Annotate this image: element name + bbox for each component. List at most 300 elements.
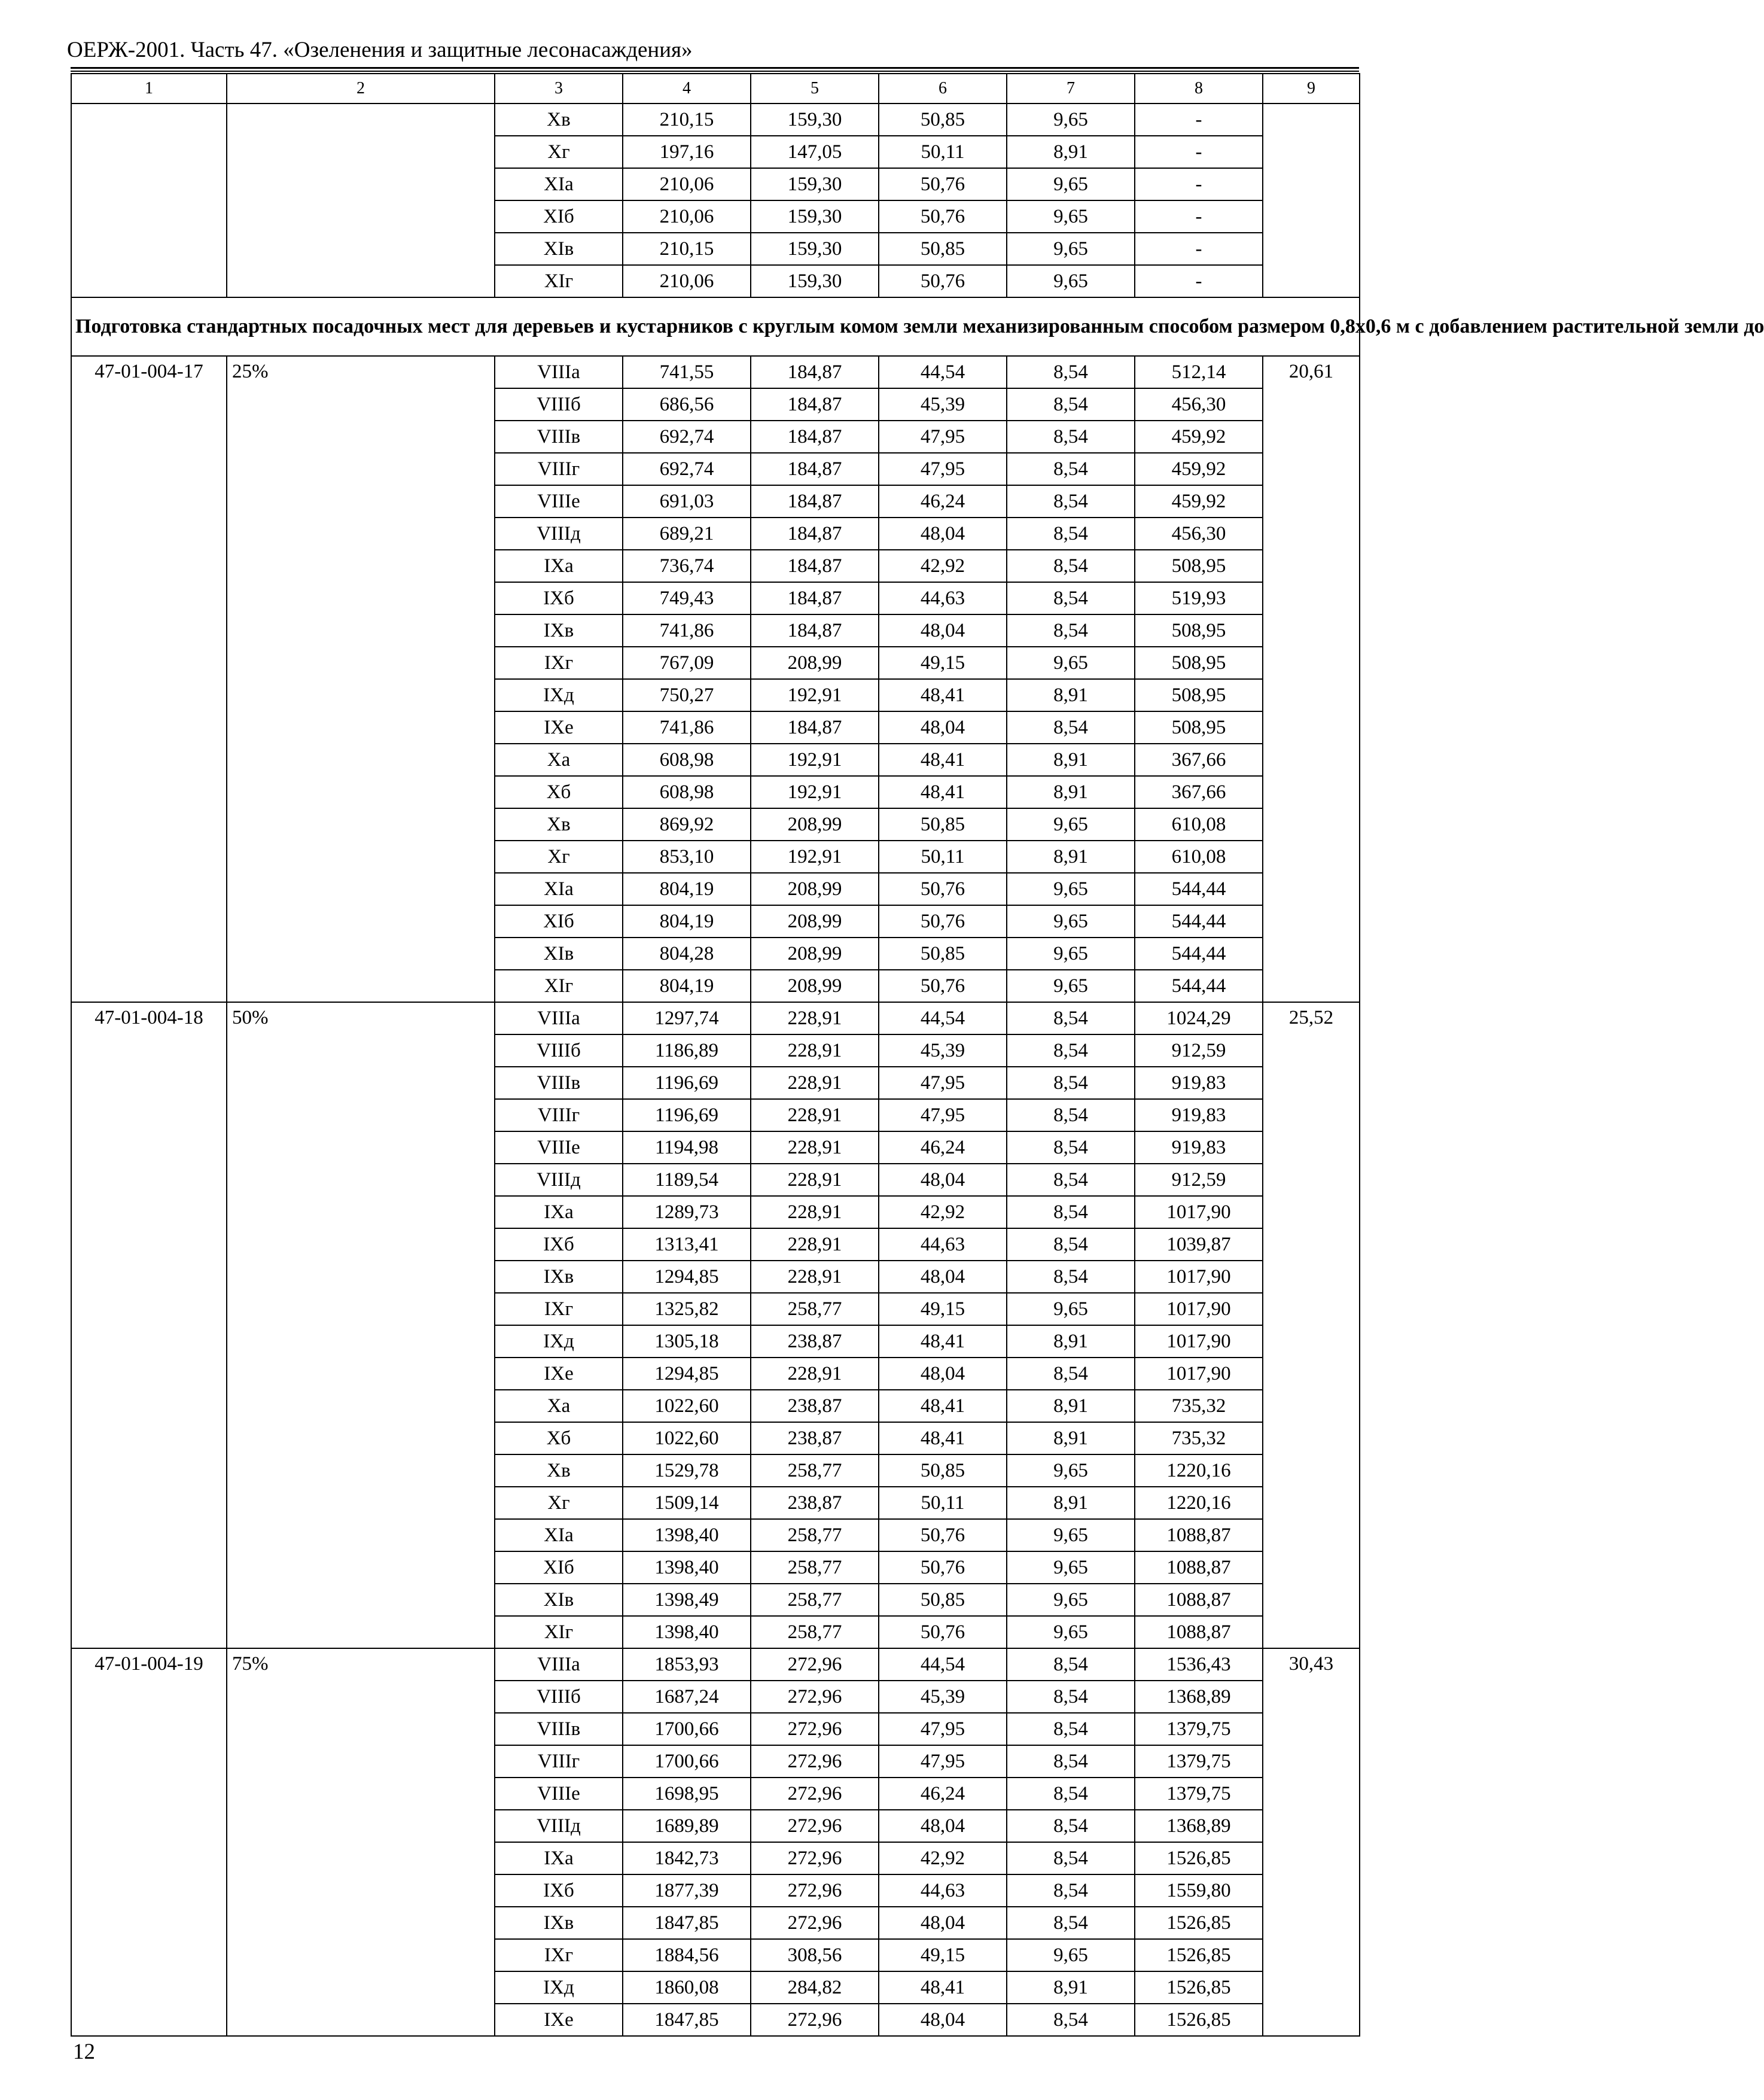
code-cell-empty (71, 104, 227, 297)
cell-col5: 184,87 (751, 388, 879, 421)
cell-col5: 159,30 (751, 104, 879, 136)
cell-col5: 192,91 (751, 776, 879, 808)
cell-col6: 48,41 (879, 744, 1007, 776)
cell-col5: 228,91 (751, 1261, 879, 1293)
header-rule-bottom (71, 71, 1359, 72)
cell-col7: 8,54 (1007, 1002, 1135, 1034)
cell-region: VIIIб (495, 1681, 623, 1713)
rate-total: 30,43 (1263, 1648, 1360, 2036)
cell-col5: 228,91 (751, 1228, 879, 1261)
cell-col7: 8,54 (1007, 1034, 1135, 1067)
cell-col7: 8,54 (1007, 711, 1135, 744)
cell-col4: 210,06 (623, 265, 751, 297)
cell-region: VIIIд (495, 1810, 623, 1842)
cell-region: ХIа (495, 873, 623, 905)
rate-code: 47-01-004-19 (71, 1648, 227, 2036)
cell-col5: 272,96 (751, 2004, 879, 2036)
cell-region: IХв (495, 1261, 623, 1293)
cell-col5: 228,91 (751, 1164, 879, 1196)
table-row (71, 356, 1360, 388)
cell-region: VIIIа (495, 1002, 623, 1034)
cell-col8: 1526,85 (1135, 1842, 1263, 1874)
cell-col7: 8,54 (1007, 1358, 1135, 1390)
rate-code: 47-01-004-17 (71, 356, 227, 1002)
page-number: 12 (73, 2040, 95, 2064)
cell-col8: 456,30 (1135, 388, 1263, 421)
cell-col6: 42,92 (879, 550, 1007, 582)
cell-col6: 48,41 (879, 1422, 1007, 1454)
section-heading-row (71, 297, 1360, 356)
cell-col8: 456,30 (1135, 518, 1263, 550)
cell-region: VIIIв (495, 421, 623, 453)
cell-col7: 8,91 (1007, 1325, 1135, 1358)
cell-col7: 8,54 (1007, 1745, 1135, 1778)
cell-col5: 258,77 (751, 1293, 879, 1325)
cell-col7: 8,91 (1007, 776, 1135, 808)
cell-col4: 1196,69 (623, 1099, 751, 1131)
cell-col4: 750,27 (623, 679, 751, 711)
cell-col4: 1860,08 (623, 1971, 751, 2004)
cell-col4: 1698,95 (623, 1778, 751, 1810)
cell-col5: 238,87 (751, 1487, 879, 1519)
cell-col4: 1194,98 (623, 1131, 751, 1164)
cell-col5: 258,77 (751, 1551, 879, 1584)
cell-col8: 1017,90 (1135, 1196, 1263, 1228)
cell-col7: 8,54 (1007, 388, 1135, 421)
cell-col6: 50,76 (879, 265, 1007, 297)
cell-col5: 228,91 (751, 1196, 879, 1228)
cell-region: IХб (495, 582, 623, 614)
cell-col7: 8,54 (1007, 1131, 1135, 1164)
cell-region: VIIIб (495, 388, 623, 421)
cell-col6: 44,54 (879, 356, 1007, 388)
cell-col7: 8,54 (1007, 485, 1135, 518)
cell-region: VIIIе (495, 485, 623, 518)
cell-col6: 50,85 (879, 233, 1007, 265)
cell-col5: 272,96 (751, 1681, 879, 1713)
cell-col8: 519,93 (1135, 582, 1263, 614)
cell-col7: 8,54 (1007, 1681, 1135, 1713)
cell-col5: 184,87 (751, 582, 879, 614)
cell-col6: 48,41 (879, 1390, 1007, 1422)
cell-col4: 1398,40 (623, 1616, 751, 1648)
cell-col5: 228,91 (751, 1099, 879, 1131)
cell-col5: 159,30 (751, 168, 879, 200)
cell-col8: 1536,43 (1135, 1648, 1263, 1681)
header-rule-top (71, 67, 1359, 69)
cell-col6: 50,85 (879, 1454, 1007, 1487)
cell-col4: 1847,85 (623, 1907, 751, 1939)
cell-col8: 919,83 (1135, 1131, 1263, 1164)
cell-col6: 44,54 (879, 1648, 1007, 1681)
cell-col8: 1024,29 (1135, 1002, 1263, 1034)
cell-col6: 47,95 (879, 421, 1007, 453)
rate-total: 25,52 (1263, 1002, 1360, 1648)
cell-col6: 45,39 (879, 1034, 1007, 1067)
cell-col4: 1022,60 (623, 1390, 751, 1422)
cell-col7: 8,54 (1007, 421, 1135, 453)
cell-col6: 44,54 (879, 1002, 1007, 1034)
cell-col8: 1526,85 (1135, 1939, 1263, 1971)
cell-region: Хг (495, 841, 623, 873)
cell-region: IХд (495, 1971, 623, 2004)
cell-col6: 48,04 (879, 2004, 1007, 2036)
cell-region: ХIа (495, 168, 623, 200)
cell-col8: 1017,90 (1135, 1293, 1263, 1325)
cell-col6: 42,92 (879, 1196, 1007, 1228)
cell-col6: 50,76 (879, 1519, 1007, 1551)
cell-region: VIIIг (495, 1745, 623, 1778)
cell-col8: 544,44 (1135, 873, 1263, 905)
cell-col8: - (1135, 168, 1263, 200)
cell-col7: 8,54 (1007, 550, 1135, 582)
cell-col5: 272,96 (751, 1648, 879, 1681)
cell-col7: 9,65 (1007, 1584, 1135, 1616)
cell-col5: 272,96 (751, 1874, 879, 1907)
cell-col6: 50,85 (879, 1584, 1007, 1616)
cell-col6: 50,76 (879, 168, 1007, 200)
cell-col4: 692,74 (623, 453, 751, 485)
cell-col7: 8,54 (1007, 356, 1135, 388)
cell-col7: 9,65 (1007, 808, 1135, 841)
cell-col5: 184,87 (751, 614, 879, 647)
cell-col8: 1379,75 (1135, 1745, 1263, 1778)
cell-region: IХв (495, 1907, 623, 1939)
cell-col7: 8,54 (1007, 453, 1135, 485)
cell-col8: 1526,85 (1135, 2004, 1263, 2036)
cell-col4: 1884,56 (623, 1939, 751, 1971)
rate-description: 50% (227, 1002, 495, 1648)
cell-col5: 272,96 (751, 1778, 879, 1810)
cell-col5: 192,91 (751, 679, 879, 711)
cell-col7: 9,65 (1007, 200, 1135, 233)
cell-col8: 459,92 (1135, 453, 1263, 485)
cell-region: ХIг (495, 265, 623, 297)
cell-col7: 8,91 (1007, 841, 1135, 873)
cell-region: VIIIг (495, 1099, 623, 1131)
cell-col8: 1039,87 (1135, 1228, 1263, 1261)
cell-col4: 1877,39 (623, 1874, 751, 1907)
cell-col8: 512,14 (1135, 356, 1263, 388)
cell-region: VIIIа (495, 1648, 623, 1681)
cell-region: IХе (495, 1358, 623, 1390)
cell-col6: 44,63 (879, 582, 1007, 614)
cell-region: IХе (495, 711, 623, 744)
cell-col4: 741,55 (623, 356, 751, 388)
cell-col6: 50,76 (879, 200, 1007, 233)
cell-region: Хб (495, 776, 623, 808)
cell-col6: 48,04 (879, 1907, 1007, 1939)
cell-col7: 9,65 (1007, 1454, 1135, 1487)
cell-col5: 184,87 (751, 421, 879, 453)
cell-col5: 258,77 (751, 1584, 879, 1616)
cell-region: IХв (495, 614, 623, 647)
cell-col7: 8,54 (1007, 1648, 1135, 1681)
cell-col4: 210,15 (623, 104, 751, 136)
total-cell-empty (1263, 104, 1360, 297)
cell-col8: 735,32 (1135, 1422, 1263, 1454)
cell-region: VIIIд (495, 518, 623, 550)
cell-col8: 508,95 (1135, 550, 1263, 582)
cell-col5: 272,96 (751, 1842, 879, 1874)
cell-col8: - (1135, 104, 1263, 136)
cell-col6: 44,63 (879, 1228, 1007, 1261)
cell-col6: 48,04 (879, 1261, 1007, 1293)
cell-col6: 42,92 (879, 1842, 1007, 1874)
cell-col8: 367,66 (1135, 744, 1263, 776)
cell-col6: 48,04 (879, 711, 1007, 744)
cell-col7: 8,54 (1007, 1164, 1135, 1196)
cell-col7: 8,91 (1007, 1971, 1135, 2004)
cell-col5: 272,96 (751, 1810, 879, 1842)
rate-total: 20,61 (1263, 356, 1360, 1002)
cell-col6: 50,85 (879, 938, 1007, 970)
table-row (71, 104, 1360, 136)
cell-col6: 45,39 (879, 1681, 1007, 1713)
cell-region: IХб (495, 1228, 623, 1261)
cell-region: VIIIв (495, 1067, 623, 1099)
cell-col7: 8,54 (1007, 1196, 1135, 1228)
cell-col7: 9,65 (1007, 168, 1135, 200)
cell-region: ХIг (495, 1616, 623, 1648)
cell-col7: 9,65 (1007, 104, 1135, 136)
cell-col4: 749,43 (623, 582, 751, 614)
cell-col8: 1088,87 (1135, 1551, 1263, 1584)
cell-region: IХг (495, 647, 623, 679)
cell-region: IХг (495, 1939, 623, 1971)
cell-col7: 8,54 (1007, 1713, 1135, 1745)
cell-col6: 46,24 (879, 485, 1007, 518)
section-heading: Подготовка стандартных посадочных мест для деревьев и кустарников с круглым комом земли механизированным способом размером 0,8х0,6 м с добавлением растительной земли до (71, 297, 1360, 356)
cell-col4: 804,19 (623, 970, 751, 1002)
cell-col5: 308,56 (751, 1939, 879, 1971)
cell-col5: 228,91 (751, 1358, 879, 1390)
cell-col7: 9,65 (1007, 1939, 1135, 1971)
cell-col5: 238,87 (751, 1390, 879, 1422)
cell-col4: 741,86 (623, 614, 751, 647)
cell-col6: 50,76 (879, 1551, 1007, 1584)
cell-col4: 804,19 (623, 873, 751, 905)
cell-col8: 1368,89 (1135, 1681, 1263, 1713)
cell-region: ХIв (495, 233, 623, 265)
cell-col4: 1313,41 (623, 1228, 751, 1261)
cell-col4: 869,92 (623, 808, 751, 841)
cell-col7: 9,65 (1007, 873, 1135, 905)
cell-col4: 1325,82 (623, 1293, 751, 1325)
column-number-1: 1 (71, 74, 227, 104)
cell-region: Ха (495, 1390, 623, 1422)
cell-col5: 184,87 (751, 550, 879, 582)
cell-col4: 1297,74 (623, 1002, 751, 1034)
cell-col6: 48,41 (879, 1325, 1007, 1358)
cell-col4: 1294,85 (623, 1358, 751, 1390)
cell-col4: 1842,73 (623, 1842, 751, 1874)
desc-cell-empty (227, 104, 495, 297)
cell-col8: 1526,85 (1135, 1971, 1263, 2004)
cell-col8: 919,83 (1135, 1067, 1263, 1099)
cell-col4: 1398,40 (623, 1551, 751, 1584)
cell-col7: 8,54 (1007, 1874, 1135, 1907)
rate-code: 47-01-004-18 (71, 1002, 227, 1648)
cell-region: Ха (495, 744, 623, 776)
cell-col8: 459,92 (1135, 485, 1263, 518)
cell-col5: 208,99 (751, 647, 879, 679)
table-row (71, 1002, 1360, 1034)
cell-col7: 8,54 (1007, 1810, 1135, 1842)
cell-col5: 208,99 (751, 970, 879, 1002)
cell-col7: 8,54 (1007, 1778, 1135, 1810)
cell-col4: 1847,85 (623, 2004, 751, 2036)
cell-col6: 47,95 (879, 453, 1007, 485)
cell-col8: 610,08 (1135, 841, 1263, 873)
rates-table-body (71, 74, 1764, 2036)
cell-region: VIIIа (495, 356, 623, 388)
cell-col8: 912,59 (1135, 1034, 1263, 1067)
column-number-7: 7 (1007, 74, 1135, 104)
cell-col7: 9,65 (1007, 905, 1135, 938)
cell-col4: 210,15 (623, 233, 751, 265)
cell-col6: 50,11 (879, 136, 1007, 168)
cell-col8: - (1135, 200, 1263, 233)
cell-region: ХIб (495, 200, 623, 233)
cell-region: IХд (495, 1325, 623, 1358)
cell-col8: 508,95 (1135, 679, 1263, 711)
cell-region: VIIIе (495, 1778, 623, 1810)
cell-region: Хб (495, 1422, 623, 1454)
cell-col7: 8,54 (1007, 2004, 1135, 2036)
cell-col6: 48,04 (879, 1810, 1007, 1842)
cell-col4: 1189,54 (623, 1164, 751, 1196)
cell-col6: 47,95 (879, 1067, 1007, 1099)
cell-col8: 508,95 (1135, 711, 1263, 744)
column-number-5: 5 (751, 74, 879, 104)
cell-col4: 197,16 (623, 136, 751, 168)
cell-col7: 8,54 (1007, 1907, 1135, 1939)
cell-col4: 1196,69 (623, 1067, 751, 1099)
cell-col7: 9,65 (1007, 1551, 1135, 1584)
cell-col8: 1379,75 (1135, 1778, 1263, 1810)
rate-description: 75% (227, 1648, 495, 2036)
cell-col7: 9,65 (1007, 938, 1135, 970)
cell-col6: 47,95 (879, 1099, 1007, 1131)
cell-region: Хг (495, 1487, 623, 1519)
cell-col6: 46,24 (879, 1778, 1007, 1810)
cell-col5: 228,91 (751, 1131, 879, 1164)
cell-col4: 741,86 (623, 711, 751, 744)
cell-region: IХд (495, 679, 623, 711)
cell-col5: 184,87 (751, 356, 879, 388)
cell-col4: 1022,60 (623, 1422, 751, 1454)
cell-col8: 919,83 (1135, 1099, 1263, 1131)
cell-col8: 1017,90 (1135, 1261, 1263, 1293)
cell-col8: 610,08 (1135, 808, 1263, 841)
cell-col8: - (1135, 136, 1263, 168)
cell-col5: 208,99 (751, 905, 879, 938)
column-number-4: 4 (623, 74, 751, 104)
cell-col5: 272,96 (751, 1713, 879, 1745)
cell-col8: 508,95 (1135, 647, 1263, 679)
cell-col5: 208,99 (751, 808, 879, 841)
cell-col5: 238,87 (751, 1422, 879, 1454)
cell-col8: 508,95 (1135, 614, 1263, 647)
cell-region: VIIIг (495, 453, 623, 485)
cell-col8: - (1135, 233, 1263, 265)
cell-col5: 159,30 (751, 265, 879, 297)
cell-col4: 692,74 (623, 421, 751, 453)
cell-col5: 192,91 (751, 744, 879, 776)
cell-col7: 8,54 (1007, 518, 1135, 550)
cell-col4: 1700,66 (623, 1745, 751, 1778)
cell-col6: 50,76 (879, 873, 1007, 905)
cell-region: Хв (495, 104, 623, 136)
cell-col4: 1529,78 (623, 1454, 751, 1487)
cell-col5: 184,87 (751, 453, 879, 485)
column-number-2: 2 (227, 74, 495, 104)
cell-col8: 1368,89 (1135, 1810, 1263, 1842)
cell-col7: 9,65 (1007, 647, 1135, 679)
cell-col6: 45,39 (879, 388, 1007, 421)
cell-col4: 1186,89 (623, 1034, 751, 1067)
cell-col4: 210,06 (623, 168, 751, 200)
rate-description: 25% (227, 356, 495, 1002)
cell-col6: 44,63 (879, 1874, 1007, 1907)
cell-col4: 1305,18 (623, 1325, 751, 1358)
cell-col7: 8,54 (1007, 1067, 1135, 1099)
cell-col8: 544,44 (1135, 905, 1263, 938)
cell-col8: 735,32 (1135, 1390, 1263, 1422)
cell-col6: 49,15 (879, 1939, 1007, 1971)
cell-col5: 208,99 (751, 873, 879, 905)
cell-col5: 184,87 (751, 711, 879, 744)
cell-col4: 1689,89 (623, 1810, 751, 1842)
cell-col7: 8,54 (1007, 1842, 1135, 1874)
cell-col5: 184,87 (751, 518, 879, 550)
column-number-8: 8 (1135, 74, 1263, 104)
cell-col5: 228,91 (751, 1002, 879, 1034)
cell-col6: 48,41 (879, 1971, 1007, 2004)
cell-col4: 608,98 (623, 776, 751, 808)
cell-col6: 50,85 (879, 104, 1007, 136)
cell-col4: 689,21 (623, 518, 751, 550)
cell-col5: 159,30 (751, 200, 879, 233)
cell-col7: 9,65 (1007, 265, 1135, 297)
cell-region: IХа (495, 1196, 623, 1228)
cell-col8: 1017,90 (1135, 1325, 1263, 1358)
cell-region: ХIг (495, 970, 623, 1002)
table-row (71, 1648, 1360, 1681)
cell-col7: 9,65 (1007, 233, 1135, 265)
cell-col7: 8,91 (1007, 1422, 1135, 1454)
cell-region: VIIIд (495, 1164, 623, 1196)
column-number-3: 3 (495, 74, 623, 104)
cell-col7: 8,54 (1007, 1228, 1135, 1261)
cell-region: VIIIв (495, 1713, 623, 1745)
cell-col5: 184,87 (751, 485, 879, 518)
cell-col4: 736,74 (623, 550, 751, 582)
cell-col6: 49,15 (879, 1293, 1007, 1325)
cell-col6: 48,04 (879, 614, 1007, 647)
cell-col7: 8,91 (1007, 679, 1135, 711)
cell-col4: 1289,73 (623, 1196, 751, 1228)
cell-col4: 804,19 (623, 905, 751, 938)
cell-col7: 8,91 (1007, 1390, 1135, 1422)
cell-col8: 1088,87 (1135, 1519, 1263, 1551)
cell-col4: 767,09 (623, 647, 751, 679)
cell-col7: 8,91 (1007, 1487, 1135, 1519)
cell-col5: 272,96 (751, 1907, 879, 1939)
cell-col5: 258,77 (751, 1454, 879, 1487)
cell-col5: 272,96 (751, 1745, 879, 1778)
